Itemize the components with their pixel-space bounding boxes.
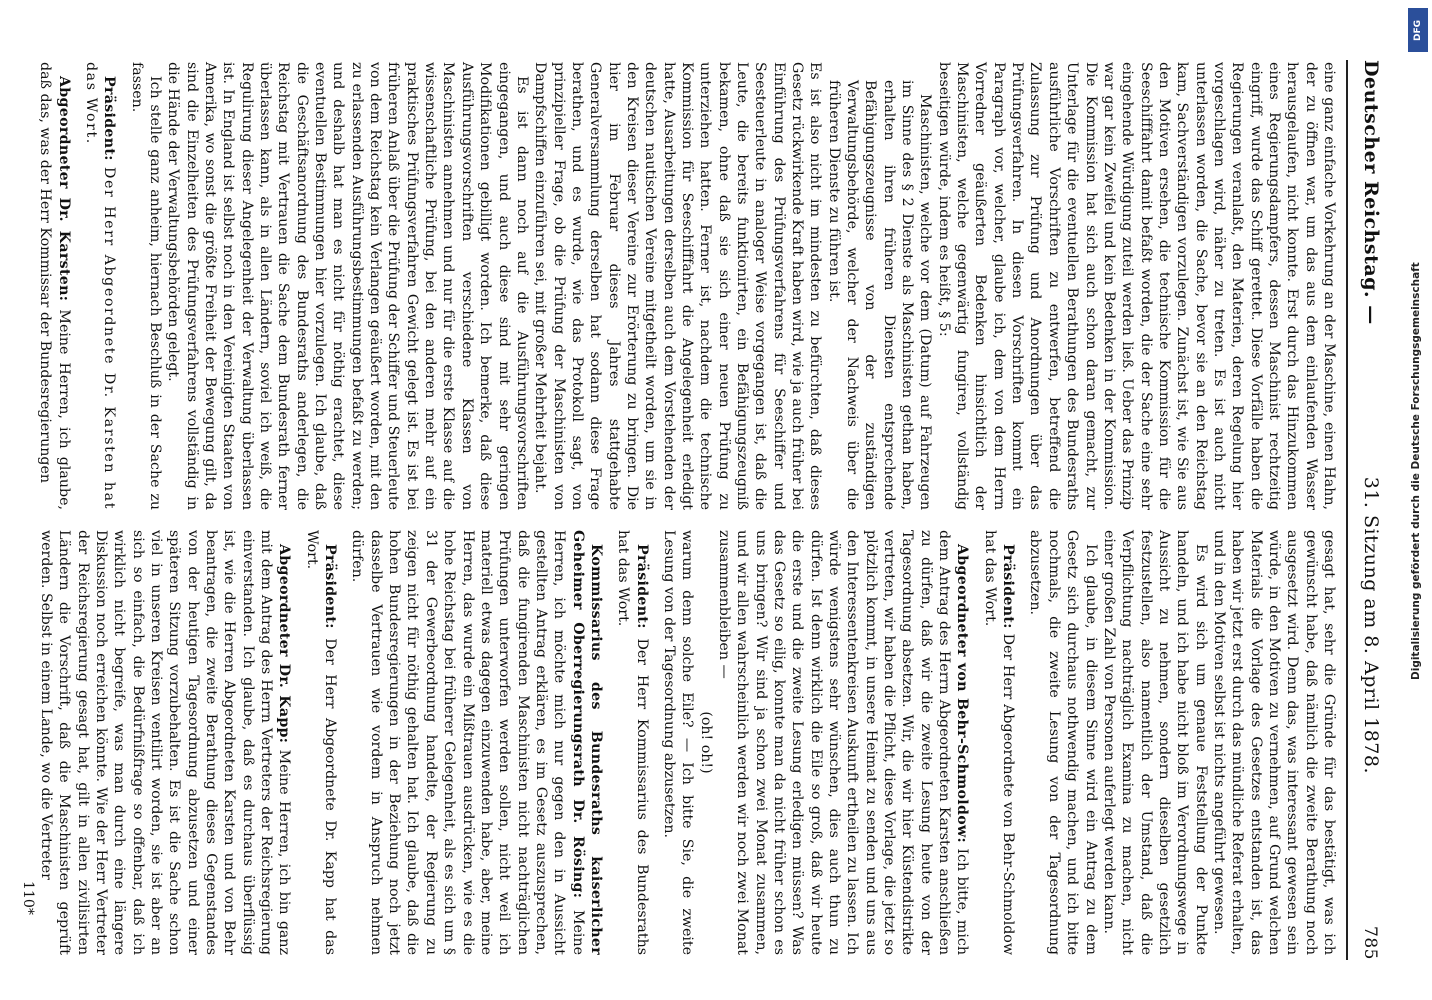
speech-paragraph — [37, 530, 294, 955]
speaker-label: Abgeordneter Dr. Karsten: — [55, 76, 72, 302]
left-column — [30, 62, 1338, 510]
speaker-label: Präsident: — [322, 544, 339, 629]
header-session: 31. Sitzung am 8. April 1878. — [1360, 476, 1382, 775]
spacer — [1017, 530, 1026, 955]
interjection: (oh! oh!) — [697, 711, 714, 774]
speaker-label: Abgeordneter Dr. Kapp: — [276, 544, 293, 744]
right-column — [19, 530, 1338, 955]
paragraph: Ich glaube, in diesem Sinne wird ein Antrag zu dem Gesetz sich durchaus nothwendig machen, und ich bitte nochmals, die zweite Lesung von der Tagesordnung abzusetzen. — [1027, 530, 1099, 955]
speech-paragraph — [348, 530, 605, 955]
header-title: Deutscher Reichstag. — — [1360, 60, 1382, 325]
speech-paragraph — [302, 530, 339, 955]
spacer — [651, 530, 660, 955]
dfg-logo: DFG — [1408, 8, 1428, 52]
paragraph: Es ist dann noch auf die Ausführungsvorschriften eingegangen, und auch diese sind mit sehr geringen Modifikationen gebilligt worden. Ich bemerke, daß diese Ausführungsvorschriften verschiedene Klassen von Maschinisten annehmen und nur für die erste Klasse auf die wissenschaftliche Prüfung, bei den anderen mehr auf ein praktisches Prüfungsverfahren Gewicht gelegt ist. Es ist bei früheren Anlaß über die Prüfung der Schiffer und Steuerleute von dem Reichstag kein Verlangen geäußert worden, mit den zu erlassenden Ausführungsbestimmungen befaßt zu werden; und deshalb hat man es nicht für nöthig erachtet, diese eventuellen Bestimmungen hier vorzulegen. Ich glaube, daß die Geschäftsanordnung des Bundesraths anderlegen, die Reichstag mit Vertrauen die Sache dem Bundesrath ferner überlassen kann, als in allen Ländern, soviel ich weiß, die Regulirung dieser Angelegenheit der Verwaltung überlassen ist. In England ist selbst noch in den Vereinigten Staaten von Amerika, wo sonst die größte Freiheit der Bewegung gilt, da sind die Einzelheiten des Prüfungsverfahrens vollständig in die Hände der Verwaltungsbehörden gelegt. — [165, 62, 530, 510]
speech-karsten — [36, 62, 73, 510]
signature-mark: 110* — [19, 880, 36, 915]
spacer — [605, 530, 614, 955]
speaker-label: Präsident: — [633, 544, 650, 629]
paragraph: Es ist also nicht im mindesten zu befürchten, daß dieses Gesetz rückwirkende Kraft haben wird, wie ja auch früher bei Einführung des Prüfungsverfahrens für Seeschiffer und Seesteuerleute in analoger Weise vorgegangen ist, daß die Leute, die bereits funktionirten, ein Befähigungszeugniß bekamen, ohne daß sie sich einer neuen Prüfung zu unterziehen hatten. Ferner ist, nachdem die technische Kommission für Seeschifffahrt die Angelegenheit erledigt hatte, Ausarbeitungen derselben auch dem Vorstehenden der deutschen nautischen Vereine mitgetheilt worden, um sie in den Kreisen dieser Vereine zur Erörterung zu bringen. Die hier im Februar dieses Jahres stattgehabte Generalversammlung derselben hat sodann diese Frage berathen, und es wurde, wie das Protokoll sagt, von prinzipieller Frage, ob die Prüfung der Maschinisten von Dampfschiffen einzuführen sei, mit großer Mehrheit bejaht. — [532, 62, 824, 510]
paragraph: eine ganz einfache Vorkehrung an der Maschine, einen Hahn, der zu öffnen war, um das aus dem einlaufenden Wasser herausgelaufen, nicht konnte. Erst durch das Hinzukommen eines Regierungsdampfers, dessen Maschinist rechtzeitig eingriff, wurde das Schiff gerettet. Diese Vorfälle haben die Regierungen veranlaßt, den Materien, deren Regelung hier vorgeschlagen wird, näher zu treten. Es ist auch nicht unterlassen worden, die Sache, bevor sie an den Reichstag kam, Sachverständigen vorzulegen. Zunächst ist, wie Sie aus den Motiven ersehen, die technische Kommission für die Seeschifffahrt damit befaßt worden, die der Sache eine sehr eingehende Würdigung zuteil werden ließ. Ueber das Prinzip war gar kein Zweifel und kein Bedenken in der Kommission. Die Kommission hat sich auch schon daran gemacht, zur Unterlage für die eventuellen Berathungen des Bundesraths ausführliche Vorschriften zu entwerfen, betreffend die Zulassung zur Prüfung und Anordnungen über das Prüfungsverfahren. In diesen Vorschriften kommt ein Paragraph vor, welcher, glaube ich, dem von dem Herrn Vorredner geäußerten Bedenken hinsichtlich der Maschinisten, welche gegenwärtig fungiren, vollständig beseitigen würde, indem es heißt, § 5: — [935, 62, 1337, 510]
speech-paragraph — [980, 530, 1017, 955]
speaker-label: Präsident: — [1000, 544, 1017, 629]
paragraph: warum denn solche Eile? — Ich bitte Sie, die zweite Lesung von der Tagesordnung abzusetzen. — [660, 530, 696, 955]
page-number: 785 — [1360, 926, 1380, 960]
speech-text: Der Herr Kommissarius des Bundesraths hat das Wort. — [615, 530, 650, 955]
speech-text: Meine Herren, ich glaube, daß das, was der Herr Kommissar der Bundesregierungen — [37, 62, 72, 510]
spacer — [339, 530, 348, 955]
speech-text: Der Herr Abgeordnete von Behr-Schmoldow hat das Wort. — [981, 530, 1017, 955]
speech-paragraph — [715, 530, 972, 955]
speech-text: Meine Herren, ich möchte mich nur gegen den in Aussicht gestellten Antrag erklären, es im Gesetz auszusprechen, daß die fungirenden Maschinisten nicht nachträglichen Prüfungen unterworfen werden sollen, nicht weil ich materiell etwas dagegen einzuwenden habe, aber, meine Herren, das wurde ein Mißtrauen ausdrücken, wie es die hohe Reichstag bei früherer Gelegenheit, als es sich um § 31 der Gewerbeordnung handelte, der Regierung zu zeigen nicht für nöthig gehalten hat. Ich glaube, daß die hohen Bundesregierungen in der Beziehung noch jetzt dasselbe Vertrauen wie vordem in Anspruch nehmen dürfen. — [349, 530, 586, 955]
speech-text: Der Herr Abgeordnete Dr. Kapp hat das Wort. — [303, 530, 339, 955]
speaker-label: Kommissarius des Bundesraths kaiserlicher Geheimer Oberregierungsrath Dr. Rösing: — [569, 530, 604, 955]
header-rule — [1347, 60, 1349, 960]
speech-president — [82, 62, 119, 510]
speech-text: Ich bitte, mich dem Antrag des Herrn Abgeordneten Karsten anschließen zu dürfen, daß wir die zweite Lesung heute von der Tagesordnung absetzen. Wir, die wir hier Küstendistrikte vertreten, wir haben die Pflicht, diese Vorlage, die jetzt so plötzlich kommt, in unsere Heimat zu senden und uns aus den Interessentenkreisen Auskunft ertheilen zu lassen. Ich würde wenigstens sehr wünschen, dies auch thun zu dürfen. Ist denn wirklich die Eile so groß, daß wir heute die erste und die zweite Lesung erledigen müssen? Was das Gesetz so eilig, konnte man da nicht früher schon es uns bringen? Wir sind ja schon zwei Monat zusammen, und wir allen wahrscheinlich werden wir noch zwei Monat zusammenbleiben — — [716, 530, 971, 955]
speech-text: Meine Herren, ich bin ganz mit dem Antrag des Herrn Vertreters der Reichsregierung einverstanden. Ich glaube, daß es durchaus überflüssig ist, wie die Herren Abgeordneten Karsten und von Behr beantragen, die zweite Berathung dieses Gegenstandes von der heutigen Tagesordnung abzusetzen und einer späteren Sitzung vorzubehalten. Es ist die Sache schon viel in unseren Kreisen ventilirt worden, sie ist aber an sich so einfach, die Bedürfnißfrage so offenbar, daß ich wirklich nicht begreife, was man durch eine längere Diskussion noch erreichen könnte. Wie der Herr Vertreter der Reichsregierung gesagt hat, gilt in allen zivilisirten Ländern die Vorschrift, daß die Maschinisten geprüft werden. Selbst in einem Lande, wo die Vertreter — [37, 530, 293, 955]
speech-text: Der Herr Abgeordnete Dr. Karsten hat das Wort. — [82, 62, 118, 511]
digitization-credit — [1404, 0, 1432, 1000]
quoted-paragraph: Maschinisten, welche vor dem (Datum) auf Fahrzeugen im Sinne des § 2 Dienste als Maschinisten gethan haben, erhalten ihren früheren Diensten entsprechende Befähigungszeugnisse von der zuständigen Verwaltungsbehörde, welcher der Nachweis über die früheren Dienste zu führen ist. — [825, 80, 934, 510]
paragraph: Es wird sich um genaue Feststellung der Punkte handeln, und ich habe nicht bloß im Verordnungswege in Aussicht zu nehmen, sondern dieselben gesetzlich festzustellen, also namentlich der Umstand, daß die Verpflichtung nachträglich Examina zu machen, nicht einer großen Zahl von Personen auferlegt werden kann. — [1100, 530, 1209, 955]
running-header — [1352, 60, 1382, 960]
paragraph: gesagt hat, sehr die Gründe für das bestätigt, was ich gewünscht habe, daß nämlich die zweite Berathung noch ausgesetzt wird. Denn das, was interessant gewesen sein würde, in den Motiven zu vernehmen, auf Grund welchen Materials die Vorlage des Gesetzes entstanden ist, das haben wir jetzt erst durch das mündliche Referat erhalten, und in den Motiven selbst ist nichts angeführt gewesen. — [1210, 530, 1337, 955]
spacer — [971, 530, 980, 955]
speaker-label: Präsident: — [101, 76, 118, 161]
credit-text: Digitalisierung gefördert durch die Deutsche Forschungsgemeinschaft — [1410, 262, 1422, 680]
paragraph: Ich stelle ganz anheim, hiernach Beschluß in der Sache zu fassen. — [128, 62, 163, 510]
speaker-label: Abgeordneter von Behr-Schmoldow: — [954, 544, 971, 844]
speech-paragraph — [614, 530, 651, 955]
spacer — [293, 530, 302, 955]
